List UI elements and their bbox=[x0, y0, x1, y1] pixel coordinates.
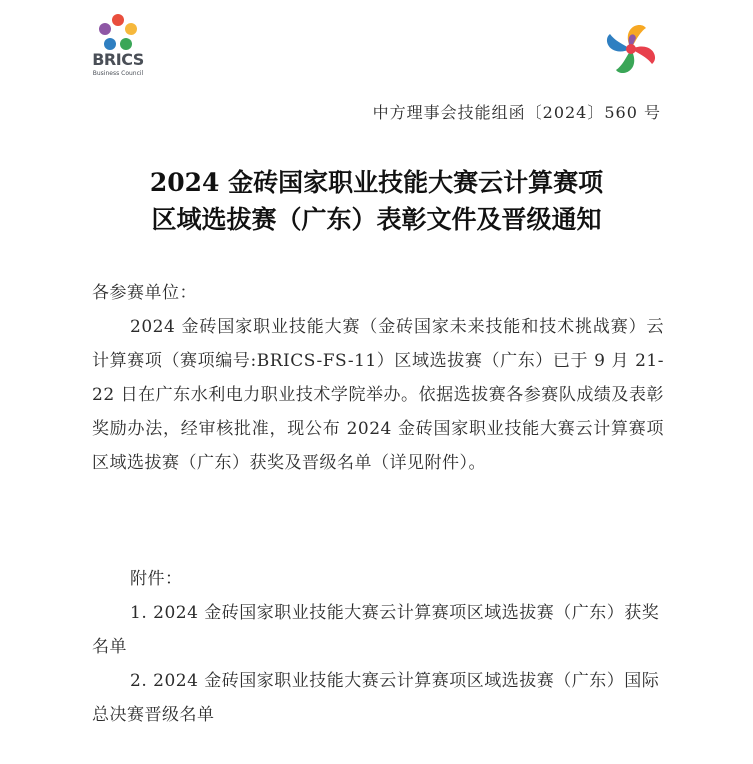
logo-business-council-text: Business Council bbox=[92, 70, 144, 77]
body-paragraph: 2024 金砖国家职业技能大赛（金砖国家未来技能和技术挑战赛）云计算赛项（赛项编号:BRICS-FS-11）区域选拔赛（广东）已于 9 月 21-22 日在广东水利电力职业技术学院举办。依据选拔赛各参赛队成绩及表彰奖励办法，经审核批准，现公布 2024 金砖国家职业技能大赛云计算赛项区域选拔赛（广东）获奖及晋级名单（详见附件）。 bbox=[92, 317, 664, 473]
document-number: 中方理事会技能组函〔2024〕560 号 bbox=[372, 103, 661, 122]
attachments-label: 附件： bbox=[130, 569, 183, 589]
brics-business-council-logo bbox=[88, 14, 148, 82]
document-title-line-1: 2024 金砖国家职业技能大赛云计算赛项 bbox=[149, 168, 604, 197]
pinwheel-logo-icon bbox=[600, 18, 662, 80]
document-title-line-2: 区域选拔赛（广东）表彰文件及晋级通知 bbox=[151, 205, 602, 234]
attachment-item: 2. 2024 金砖国家职业技能大赛云计算赛项区域选拔赛（广东）国际总决赛晋级名单 bbox=[92, 671, 660, 725]
logo-brics-text: BRICS bbox=[92, 50, 144, 69]
brics-star-logo-icon bbox=[96, 14, 140, 54]
pinwheel-logo bbox=[600, 18, 662, 80]
attachment-item: 1. 2024 金砖国家职业技能大赛云计算赛项区域选拔赛（广东）获奖名单 bbox=[92, 603, 660, 657]
salutation: 各参赛单位： bbox=[92, 283, 197, 303]
